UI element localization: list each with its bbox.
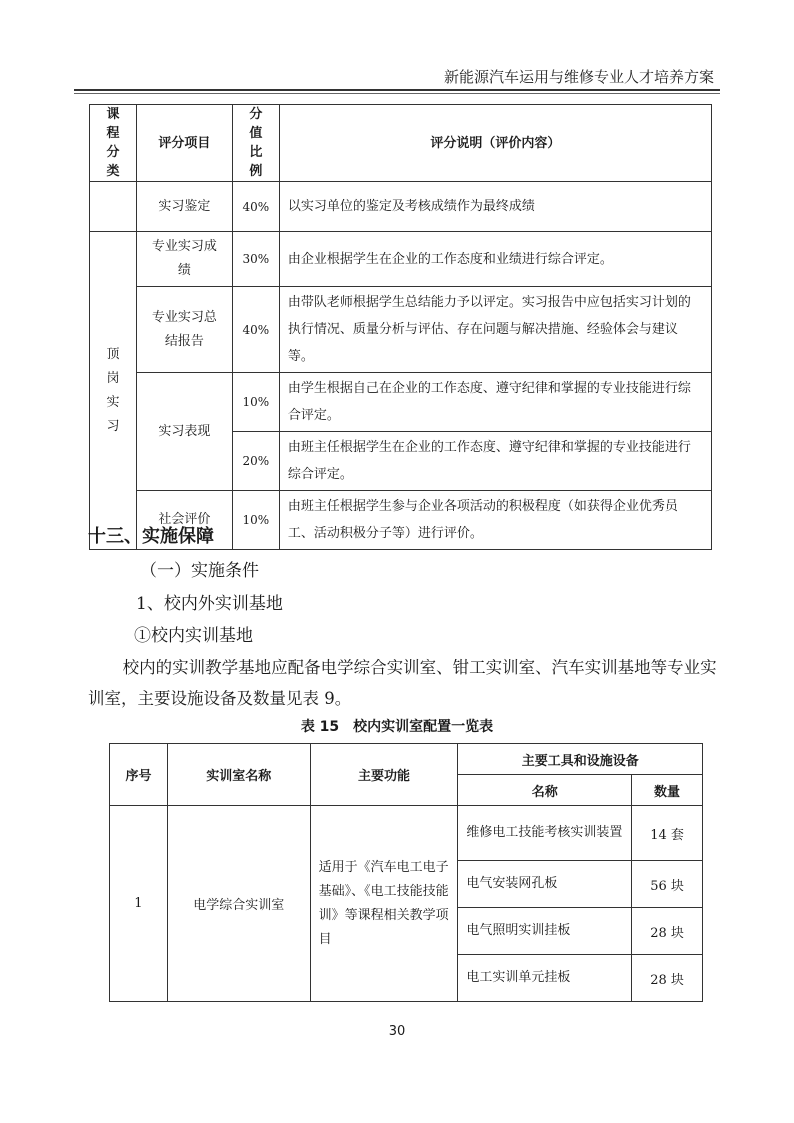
header-rule — [74, 89, 720, 91]
header-qty: 数量 — [632, 775, 703, 806]
subsection-heading-2: 1、校内外实训基地 — [136, 594, 283, 614]
header-desc: 评分说明（评价内容） — [279, 105, 711, 182]
header-no: 序号 — [110, 744, 168, 806]
desc-cell: 以实习单位的鉴定及考核成绩作为最终成绩 — [279, 182, 711, 232]
no-cell: 1 — [110, 806, 168, 1002]
header-item: 评分项目 — [136, 105, 232, 182]
table-row — [90, 373, 712, 432]
lab-config-table — [109, 743, 703, 1002]
table-row — [90, 287, 712, 373]
ratio-cell: 10% — [232, 491, 279, 550]
header-room: 实训室名称 — [167, 744, 310, 806]
table-caption: 表 15 校内实训室配置一览表 — [300, 719, 494, 735]
item-cell: 实习表现 — [136, 373, 232, 491]
evaluation-table — [89, 104, 712, 550]
ratio-cell: 30% — [232, 232, 279, 287]
header-category: 课程分类 — [90, 105, 137, 182]
equip-name-cell: 维修电工技能考核实训装置 — [458, 806, 632, 861]
desc-cell: 由带队老师根据学生总结能力予以评定。实习报告中应包括实习计划的执行情况、质量分析与评估、存在问题与解决措施、经验体会与建议等。 — [279, 287, 711, 373]
desc-cell: 由学生根据自己在企业的工作态度、遵守纪律和掌握的专业技能进行综合评定。 — [279, 373, 711, 432]
desc-cell: 由班主任根据学生在企业的工作态度、遵守纪律和掌握的专业技能进行综合评定。 — [279, 432, 711, 491]
room-cell: 电学综合实训室 — [167, 806, 310, 1002]
subsection-heading: （一）实施条件 — [140, 561, 259, 581]
table-header-row — [90, 105, 712, 182]
equip-qty-cell: 28 块 — [632, 955, 703, 1002]
ratio-cell: 20% — [232, 432, 279, 491]
header-equip: 主要工具和设施设备 — [458, 744, 703, 775]
table-row — [90, 232, 712, 287]
category-cell: 顶 岗 实习 — [90, 232, 137, 550]
func-cell: 适用于《汽车电工电子基础》、《电工技能技能训》等课程相关教学项目 — [310, 806, 458, 1002]
equip-qty-cell: 28 块 — [632, 908, 703, 955]
equip-name-cell: 电工实训单元挂板 — [458, 955, 632, 1002]
equip-name-cell: 电气照明实训挂板 — [458, 908, 632, 955]
page-number: 30 — [388, 1024, 406, 1039]
equip-qty-cell: 56 块 — [632, 861, 703, 908]
item-cell: 实习鉴定 — [136, 182, 232, 232]
ratio-cell: 10% — [232, 373, 279, 432]
header-name: 名称 — [458, 775, 632, 806]
table-row — [90, 182, 712, 232]
body-paragraph: 校内的实训教学基地应配备电学综合实训室、钳工实训室、汽车实训基地等专业实训室，主要设施设备及数量见表 9。 — [88, 658, 717, 708]
ratio-cell: 40% — [232, 182, 279, 232]
desc-cell: 由企业根据学生在企业的工作态度和业绩进行综合评定。 — [279, 232, 711, 287]
desc-cell: 由班主任根据学生参与企业各项活动的积极程度（如获得企业优秀员工、活动积极分子等）进行评价。 — [279, 491, 711, 550]
equip-name-cell: 电气安装网孔板 — [458, 861, 632, 908]
running-header: 新能源汽车运用与维修专业人才培养方案 — [443, 68, 714, 86]
category-cell — [90, 182, 137, 232]
table-row — [110, 806, 703, 861]
header-rule-thin — [74, 93, 720, 94]
subsection-heading-3: ①校内实训基地 — [134, 626, 253, 646]
equip-qty-cell: 14 套 — [632, 806, 703, 861]
item-cell: 专业实习成绩 — [136, 232, 232, 287]
section-heading: 十三、实施保障 — [88, 526, 214, 547]
header-ratio: 分值比例 — [232, 105, 279, 182]
item-cell: 专业实习总结报告 — [136, 287, 232, 373]
table-header-row — [110, 744, 703, 775]
ratio-cell: 40% — [232, 287, 279, 373]
header-func: 主要功能 — [310, 744, 458, 806]
item-cell: 社会评价 — [136, 491, 232, 550]
